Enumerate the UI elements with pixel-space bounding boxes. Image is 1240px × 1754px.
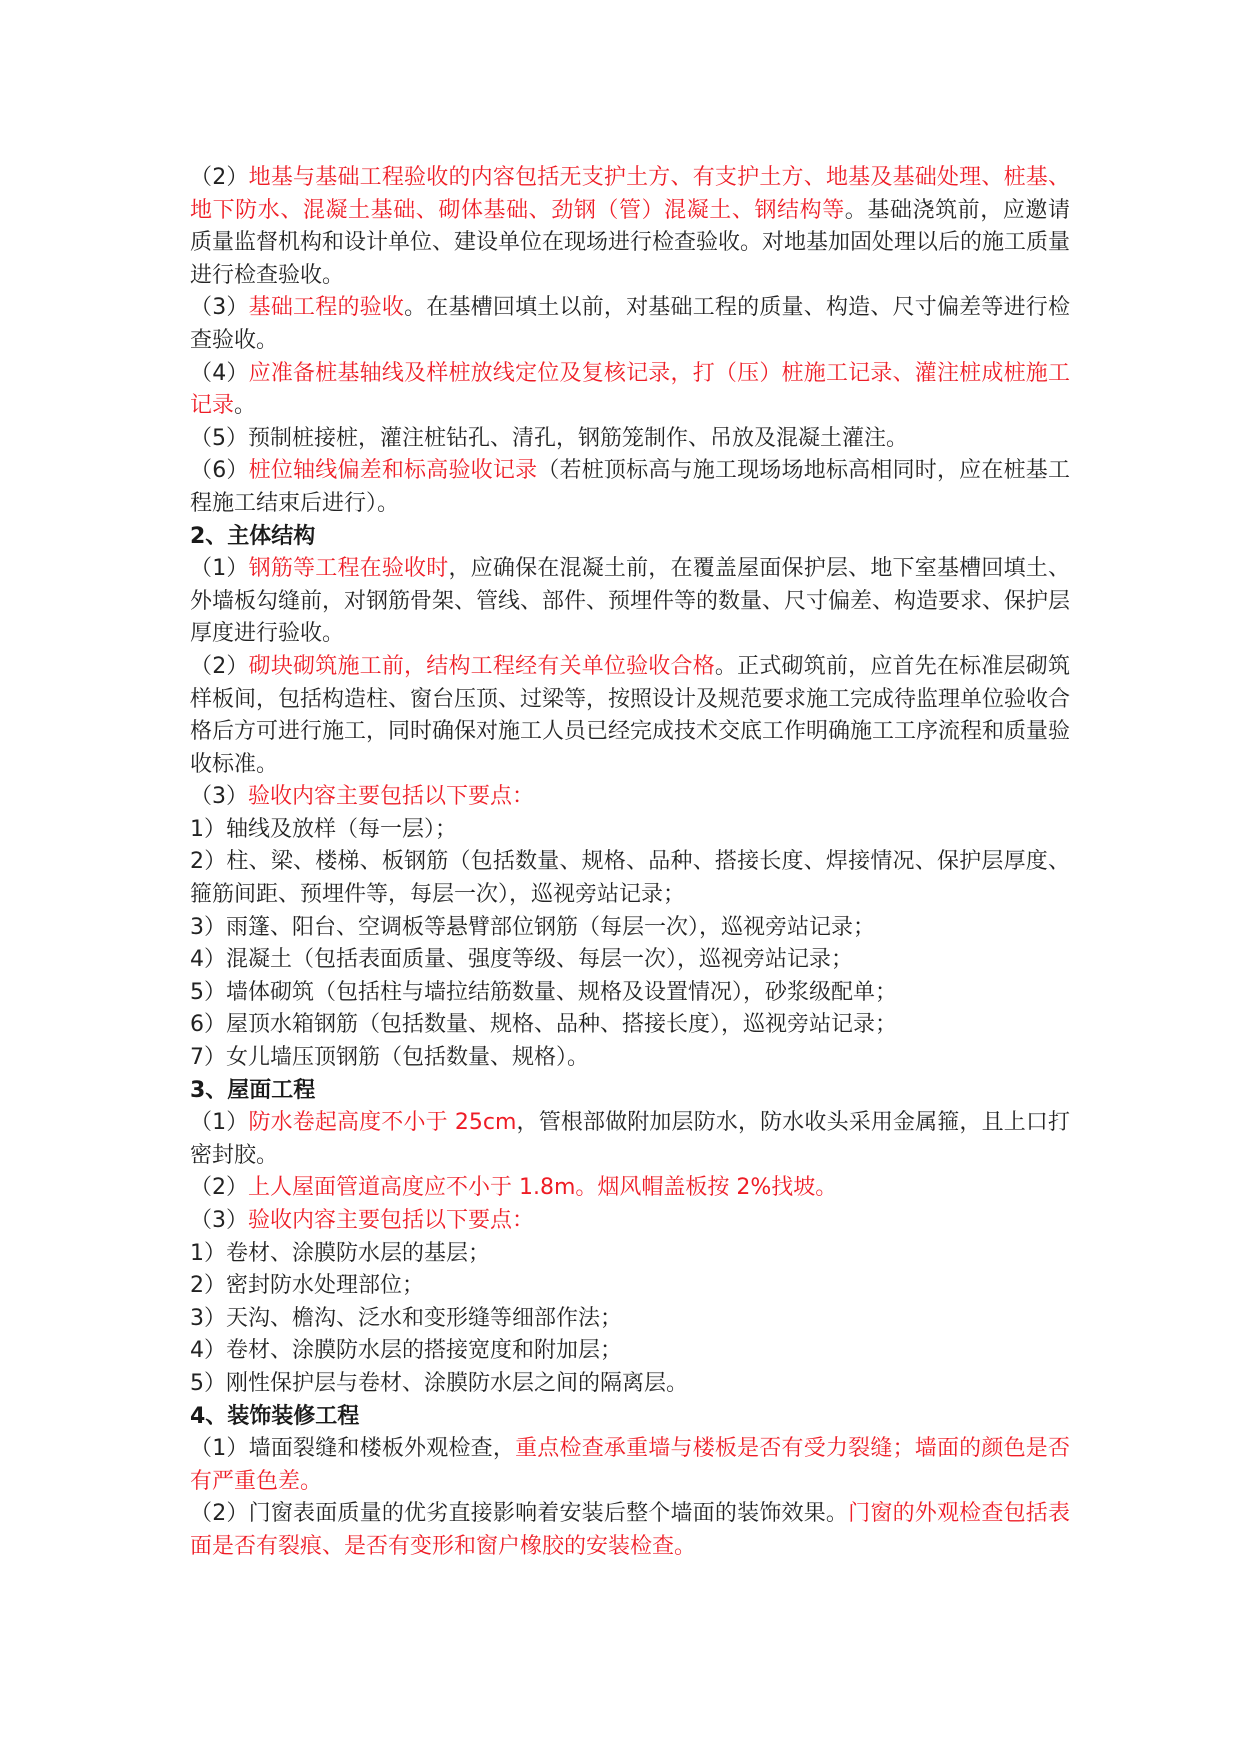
highlighted-text: 门窗的外观检查包括表面是否有裂痕、是否有变形和窗户橡胶的安装检查。 [190, 1501, 1070, 1559]
paragraph [190, 1433, 1070, 1498]
body-text: （3） [190, 784, 248, 810]
body-text: 。正式砌筑前，应首先在标准层砌筑样板间，包括构造柱、窗台压顶、过梁等，按照设计及规范要求施工完成待监理单位验收合格后方可进行施工，同时确保对施工人员已经完成技术交底工作明确施工工序流程和质量验收标准。 [190, 653, 1071, 777]
body-text: 5）刚性保护层与卷材、涂膜防水层之间的隔离层。 [190, 1370, 688, 1396]
body-text: 3）天沟、檐沟、泛水和变形缝等细部作法； [190, 1305, 622, 1331]
body-text: （1） [190, 1110, 249, 1136]
body-text: （2） [190, 1175, 248, 1201]
body-text: 4）卷材、涂膜防水层的搭接宽度和附加层； [190, 1338, 622, 1364]
paragraph [190, 1009, 1070, 1042]
body-text: （1） [190, 556, 249, 582]
body-text: （4） [190, 360, 249, 386]
body-text: （1）墙面裂缝和楼板外观检查， [190, 1436, 516, 1462]
paragraph [190, 1238, 1070, 1271]
body-text: （3） [190, 295, 249, 321]
paragraph [190, 455, 1070, 520]
paragraph [190, 1368, 1070, 1401]
highlighted-text: 基础工程的验收 [248, 295, 405, 321]
section-heading: 2、主体结构 [190, 523, 316, 549]
body-text: （2） [190, 653, 249, 679]
body-text: 6）屋顶水箱钢筋（包括数量、规格、品种、搭接长度），巡视旁站记录； [190, 1012, 897, 1038]
paragraph [190, 781, 1070, 814]
body-text: （2）门窗表面质量的优劣直接影响着安装后整个墙面的装饰效果。 [190, 1501, 849, 1527]
body-text: 4）混凝土（包括表面质量、强度等级、每层一次），巡视旁站记录； [190, 947, 853, 973]
body-text: （若桩顶标高与施工现场场地标高相同时，应在桩基工程施工结束后进行）。 [190, 458, 1070, 516]
paragraph [190, 814, 1070, 847]
highlighted-text: 钢筋等工程在验收时 [248, 556, 449, 582]
body-text: （5）预制桩接桩，灌注桩钻孔、清孔，钢筋笼制作、吊放及混凝土灌注。 [190, 425, 908, 451]
paragraph [190, 1270, 1070, 1303]
paragraph [190, 162, 1070, 292]
body-text: 2）密封防水处理部位； [190, 1273, 424, 1299]
body-text: 3）雨篷、阳台、空调板等悬臂部位钢筋（每层一次），巡视旁站记录； [190, 914, 875, 940]
paragraph [190, 1303, 1070, 1336]
paragraph [190, 423, 1070, 456]
body-text: ，应确保在混凝土前，在覆盖屋面保护层、地下室基槽回填土、外墙板勾缝前，对钢筋骨架、管线、部件、预埋件等的数量、尺寸偏差、构造要求、保护层厚度进行验收。 [190, 556, 1071, 647]
paragraph [190, 1205, 1070, 1238]
paragraph [190, 944, 1070, 977]
highlighted-text: 应准备桩基轴线及样桩放线定位及复核记录，打（压）桩施工记录、灌注桩成桩施工记录 [190, 360, 1070, 419]
highlighted-text: 地基与基础工程验收的内容包括无支护土方、有支护土方、地基及基础处理、桩基、地下防水、混凝土基础、砌体基础、劲钢（管）混凝土、钢结构等 [190, 165, 1070, 223]
paragraph [190, 1042, 1070, 1075]
body-text: （3） [190, 1208, 248, 1233]
body-text: 2）柱、梁、楼梯、板钢筋（包括数量、规格、品种、搭接长度、焊接情况、保护层厚度、箍筋间距、预埋件等，每层一次），巡视旁站记录； [190, 849, 1070, 908]
body-text: 5）墙体砌筑（包括柱与墙拉结筋数量、规格及设置情况），砂浆级配单； [190, 979, 897, 1005]
body-text: 。在基槽回填土以前，对基础工程的质量、构造、尺寸偏差等进行检查验收。 [190, 295, 1070, 353]
highlighted-text: 重点检查承重墙与楼板是否有受力裂缝；墙面的颜色是否有严重色差。 [190, 1436, 1070, 1494]
paragraph [190, 846, 1070, 911]
body-text: （6） [190, 458, 249, 484]
body-text: 。 [234, 393, 257, 419]
body-text: （2） [190, 165, 249, 190]
highlighted-text: 桩位轴线偏差和标高验收记录 [248, 458, 538, 484]
section-heading: 3、屋面工程 [190, 1077, 316, 1103]
paragraph [190, 1498, 1070, 1563]
paragraph [190, 553, 1070, 651]
highlighted-text: 砌块砌筑施工前，结构工程经有关单位验收合格 [248, 653, 715, 679]
paragraph [190, 977, 1070, 1010]
highlighted-text: 防水卷起高度不小于 25cm [248, 1110, 517, 1136]
body-text: 。基础浇筑前，应邀请质量监督机构和设计单位、建设单位在现场进行检查验收。对地基加固处理以后的施工质量进行检查验收。 [190, 197, 1071, 288]
paragraph [190, 358, 1070, 423]
document-body [190, 162, 1070, 1564]
paragraph [190, 1335, 1070, 1368]
paragraph [190, 292, 1070, 357]
body-text: 7）女儿墙压顶钢筋（包括数量、规格）。 [190, 1045, 589, 1071]
body-text: ，管根部做附加层防水，防水收头采用金属箍，且上口打密封胶。 [190, 1110, 1071, 1168]
body-text: 1）轴线及放样（每一层）； [190, 816, 457, 842]
paragraph [190, 651, 1070, 781]
paragraph [190, 912, 1070, 945]
highlighted-text: 验收内容主要包括以下要点： [248, 1208, 535, 1233]
section-heading: 4、装饰装修工程 [190, 1403, 360, 1429]
highlighted-text: 验收内容主要包括以下要点： [248, 784, 535, 810]
body-text: 1）卷材、涂膜防水层的基层； [190, 1240, 490, 1266]
highlighted-text: 上人屋面管道高度应不小于 1.8m。烟风帽盖板按 2%找坡。 [248, 1175, 838, 1201]
paragraph [190, 1107, 1070, 1172]
paragraph [190, 1172, 1070, 1205]
